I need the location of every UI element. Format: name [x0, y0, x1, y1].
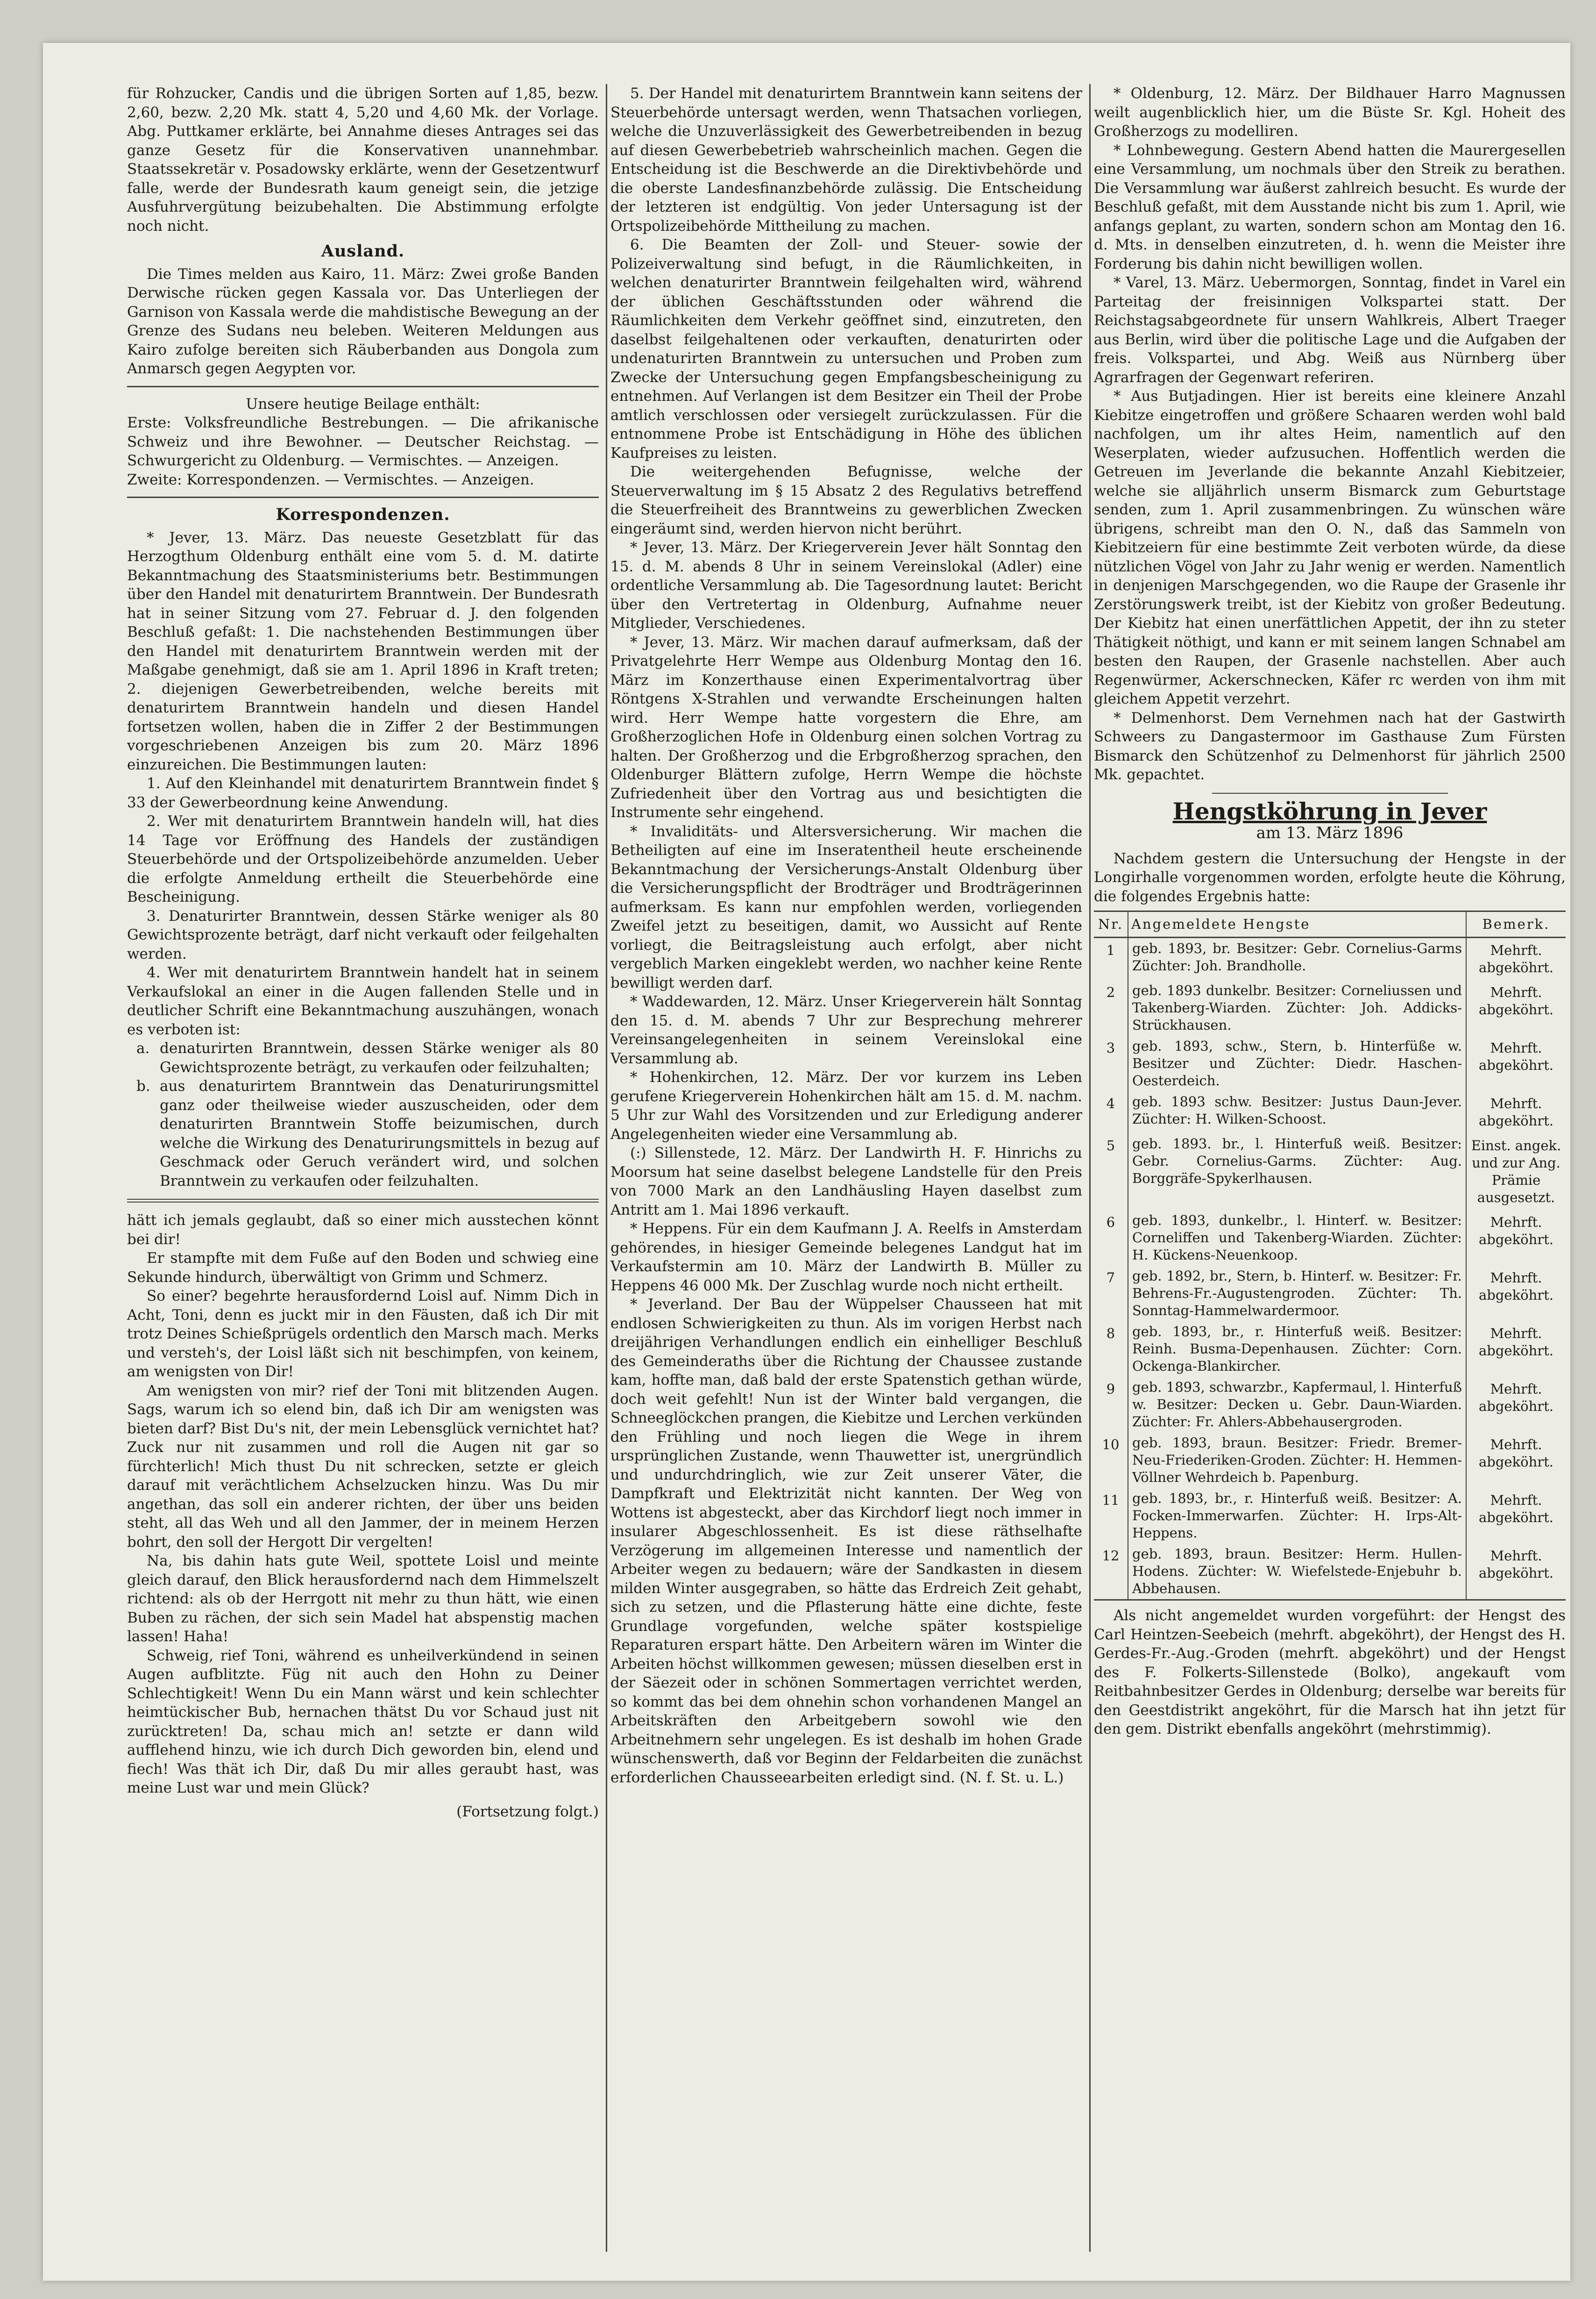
cell-bemerk: Mehrft. abgeköhrt.: [1466, 1210, 1566, 1266]
article-heppens: * Heppens. Für ein dem Kaufmann J. A. Reelfs in Amsterdam gehörendes, in hiesiger Gemeinde belegenes Landgut hat im Verkaufstermin am 10. März der Landwirth B. Müller zu Heppens 46 000 Mk. Der Zuschlag wurde noch nicht ertheilt.: [610, 1220, 1082, 1294]
list-text: aus denaturirtem Branntwein das Denaturirungsmittel ganz oder theilweise wieder auszuscheiden, oder dem denaturirten Branntwein Stoffe beizumischen, durch welche die Wirkung des Denaturirungsmittels in bezug auf Geschmack oder Geruch verändert wird, und solchen Branntwein zu verkaufen oder feilzuhalten.: [160, 1078, 599, 1189]
bestimmung-4: 4. Wer mit denaturirtem Branntwein handelt hat in seinem Verkaufslokal an einer in die Augen fallenden Stelle und in deutlicher Schrift eine Bekanntmachung auszuhängen, wonach es verboten ist:: [127, 964, 599, 1038]
feuilleton-paragraph: Am wenigsten von mir? rief der Toni mit blitzenden Augen. Sags, warum ich so elend bin, daß ich Dir am wenigsten was bieten darf? Bist Du's nit, der mein Lebensglück vernichtet hat? Zuck nur nit zusammen und roll die Augen nit gar so fürchterlich! Mich thust Du nit schrecken, setzte er gleich darauf mit verächtlichem Achselzucken hinzu. Was Du mir angethan, das soll ein anderer richten, der über uns beiden steht, all das Weh und all den Jammer, der in meinem Herzen bohrt, den soll der Hergott Dir vergelten!: [127, 1382, 599, 1551]
table-row: [1094, 1091, 1566, 1133]
article-waddewarden: * Waddewarden, 12. März. Unser Kriegerverein hält Sonntag den 15. d. M. abends 7 Uhr zur Besprechung mehrerer Vereinsangelegenheiten in seinem Vereinslokal eine Versammlung ab.: [610, 993, 1082, 1067]
cell-hengst: geb. 1893, schw., Stern, b. Hinterfüße w. Besitzer und Züchter: Diedr. Haschen-Oesterdeich.: [1132, 1038, 1462, 1089]
cell-hengst: geb. 1893 schw. Besitzer: Justus Daun-Jever. Züchter: H. Wilken-Schoost.: [1132, 1094, 1462, 1127]
cell-nr: 9: [1094, 1377, 1128, 1432]
bestimmung-4b: [127, 1077, 599, 1190]
cell-hengst: geb. 1893 dunkelbr. Besitzer: Corneliussen und Takenberg-Wiarden. Züchter: Joh. Addicks-Strückhausen.: [1132, 982, 1462, 1033]
cell-nr: 3: [1094, 1036, 1128, 1091]
cell-bemerk: Mehrft. abgeköhrt.: [1466, 1377, 1566, 1432]
separator: [127, 497, 599, 498]
feuilleton-paragraph: Na, bis dahin hats gute Weil, spottete Loisl und meinte gleich darauf, den Blick herausfordernd nach dem Himmelszelt richtend: als ob der Herrgott nit mehr zu thun hätt, wie einen Buben zu rächen, der sich sein Madel hat abspenstig machen lassen! Haha!: [127, 1552, 599, 1645]
koerung-outro: Als nicht angemeldet wurden vorgeführt: der Hengst des Carl Heintzen-Seebeich (mehrft. abgeköhrt), der Hengst des H. Gerdes-Fr.-Aug.-Groden (mehrft. abgeköhrt) und der Hengst des F. Folkerts-Sillenstede (Bolko), angekauft vom Reitbahnbesitzer Gerdes in Oldenburg; derselbe war bereits für den Geestdistrikt angeköhrt, für die Marsch hat ihn jetzt für den gem. Distrikt ebenfalls angeköhrt (mehrstimmig).: [1094, 1607, 1566, 1737]
feuilleton-paragraph: Er stampfte mit dem Fuße auf den Boden und schwieg eine Sekunde hindurch, überwältigt von Grimm und Schmerz.: [127, 1250, 599, 1286]
list-label: b.: [136, 1078, 150, 1095]
bestimmung-3: 3. Denaturirter Branntwein, dessen Stärke weniger als 80 Gewichtsprozente beträgt, darf nicht verkauft oder feilgehalten werden.: [127, 907, 599, 962]
table-row: [1094, 1377, 1566, 1432]
cell-bemerk: Mehrft. abgeköhrt.: [1466, 1321, 1566, 1377]
beilage-box: [127, 395, 599, 490]
table-row: [1094, 1210, 1566, 1266]
koerung-intro: Nachdem gestern die Untersuchung der Hengste in der Longirhalle vorgenommen worden, erfolgte heute die Köhrung, die folgendes Ergebnis hatte:: [1094, 850, 1566, 905]
cell-bemerk: Mehrft. abgeköhrt.: [1466, 1432, 1566, 1488]
fortsetzung-note: (Fortsetzung folgt.): [456, 1803, 599, 1820]
koerung-date: am 13. März 1896: [1256, 824, 1404, 842]
separator: [127, 386, 599, 387]
table-row: [1094, 1321, 1566, 1377]
article-delmenhorst: * Delmenhorst. Dem Vernehmen nach hat der Gastwirth Schweers zu Dangastermoor im Gasthause Zum Fürsten Bismarck den Schützenhof zu Delmenhorst für jährlich 2500 Mk. gepachtet.: [1094, 709, 1566, 783]
cell-bemerk: Mehrft. abgeköhrt.: [1466, 1036, 1566, 1091]
table-header-row: [1094, 911, 1566, 938]
bestimmung-2: 2. Wer mit denaturirtem Branntwein handeln will, hat dies 14 Tage vor Eröffnung des Handels der zuständigen Steuerbehörde und der Ortspolizeibehörde anzumelden. Ueber die erfolgte Anmeldung ertheilt die Steuerbehörde eine Bescheinigung.: [127, 813, 599, 905]
cell-nr: 1: [1094, 938, 1128, 981]
table-row: [1094, 1266, 1566, 1321]
cell-nr: 11: [1094, 1488, 1128, 1544]
table-body: [1094, 938, 1566, 1600]
cell-hengst: geb. 1893, braun. Besitzer: Friedr. Bremer-Neu-Friederiken-Groden. Züchter: H. Hemmen-Völlner Wehrdeich b. Papenburg.: [1132, 1435, 1462, 1485]
separator: [1212, 793, 1448, 794]
column-rule: [606, 84, 607, 2252]
beilage-title: Unsere heutige Beilage enthält:: [246, 395, 480, 413]
table-row: [1094, 1488, 1566, 1544]
article-ausland: Die Times melden aus Kairo, 11. März: Zwei große Banden Derwische rücken gegen Kassala vor. Das Unterliegen der Garnison von Kassala werde die mahdistische Bewegung an der Grenze des Sudans neu beleben. Weiteren Meldungen aus Kairo zufolge bereiten sich Räuberbanden aus Dongola zum Anmarsch gegen Aegypten vor.: [127, 265, 599, 377]
cell-bemerk: Mehrft. abgeköhrt.: [1466, 980, 1566, 1036]
cell-hengst: geb. 1893, br. Besitzer: Gebr. Cornelius-Garms Züchter: Joh. Brandholle.: [1132, 940, 1462, 974]
cell-hengst: geb. 1893. br., l. Hinterfuß weiß. Besitzer: Gebr. Cornelius-Garms. Züchter: Aug. Borggräfe-Spykerlhausen.: [1132, 1136, 1462, 1186]
column-header-bemerk: Bemerk.: [1466, 911, 1566, 938]
bestimmung-4a: [127, 1039, 599, 1077]
article-sillenstede: (:) Sillenstede, 12. März. Der Landwirth H. F. Hinrichs zu Moorsum hat seine daselbst belegene Landstelle für den Preis von 7000 Mark an den Landhäusling Hayen daselbst zum Antritt am 1. Mai 1896 verkauft.: [610, 1145, 1082, 1218]
feuilleton-paragraph: So einer? begehrte herausfordernd Loisl auf. Nimm Dich in Acht, Toni, denn es juckt mir in den Fäusten, daß ich Dir mit trotz Deines Schießprügels ordentlich den Marsch mach. Merks und versteh's, der Loisl läßt sich nit beschimpfen, von keinem, am wenigsten von Dir!: [127, 1288, 599, 1380]
hengst-table: [1094, 911, 1566, 1601]
koerung-title: Hengstköhrung in Jever: [1172, 797, 1487, 825]
cell-bemerk: Mehrft. abgeköhrt.: [1466, 1544, 1566, 1600]
cell-nr: 12: [1094, 1544, 1128, 1600]
article-hohenkirchen: * Hohenkirchen, 12. März. Der vor kurzem ins Leben gerufene Kriegerverein Hohenkirchen hält am 15. d. M. nachm. 5 Uhr zur Wahl des Vorsitzenden und zur Erledigung anderer Angelegenheiten wieder eine Versammlung ab.: [610, 1069, 1082, 1143]
column-rule: [1089, 84, 1091, 2252]
cell-hengst: geb. 1893, br., r. Hinterfuß weiß. Besitzer: A. Focken-Immerwarfen. Züchter: H. Irps-Alt-Heppens.: [1132, 1490, 1462, 1541]
newspaper-page: [43, 43, 1570, 2281]
column-header-nr: Nr.: [1094, 911, 1128, 938]
feuilleton-paragraph: hätt ich jemals geglaubt, daß so einer mich ausstechen könnt bei dir!: [127, 1212, 599, 1248]
beilage-zweite: Zweite: Korrespondenzen. — Vermischtes. — Anzeigen.: [127, 471, 534, 488]
list-text: denaturirten Branntwein, dessen Stärke weniger als 80 Gewichtsprozente beträgt, zu verkaufen oder feilzuhalten;: [160, 1040, 599, 1076]
cell-hengst: geb. 1893, braun. Besitzer: Herm. Hullen-Hodens. Züchter: W. Wiefelstede-Enjebuhr b. Abbehausen.: [1128, 1544, 1466, 1600]
article-invaliditaet: * Invaliditäts- und Altersversicherung. Wir machen die Betheiligten auf eine im Inseratentheil heute erscheinende Bekanntmachung der Versicherungs-Anstalt Oldenburg über die Versicherungspflicht der Brodträger und Brodträgerinnen aufmerksam. Es kann nur empfohlen werden, vorliegenden Zweifel jetzt zu beseitigen, damit, wo Aussicht auf Rente vorliegt, die Beitragsleistung auch erfolgt, aber nicht vergeblich Marken eingeklebt werden, wo nachher keine Rente bewilligt werden darf.: [610, 823, 1082, 991]
cell-bemerk: Mehrft. abgeköhrt.: [1466, 1488, 1566, 1544]
article-oldenburg: * Oldenburg, 12. März. Der Bildhauer Harro Magnussen weilt augenblicklich hier, um die Büste Sr. Kgl. Hoheit des Großherzogs zu modelliren.: [1094, 85, 1566, 140]
article-butjadingen: * Aus Butjadingen. Hier ist bereits eine kleinere Anzahl Kiebitze eingetroffen und größere Schaaren werden wohl bald nachfolgen, um ihr altes Heim, namentlich auf den Weserplaten, wieder aufzusuchen. Hoffentlich werden die Getreuen im Jeverlande die bekannte Anzahl Kiebitzeier, welche sie alljährlich unserm Bismarck zum Geburtstage senden, zum 1. April zusammenbringen. Zu wünschen wäre übrigens, schreibt man den O. N., daß das Sammeln von Kiebitzeiern für eine bestimmte Zeit verboten würde, da diese nützlichen Vögel von Jahr zu Jahr wenig er werden. Namentlich in denjenigen Marschgegenden, wo die Raupe der Grasenle ihr Zerstörungswerk treibt, ist der Kiebitz von großer Bedeutung. Der Kiebitz hat einen unerfättlichen Appetit, der ihn zu steter Thätigkeit nöthigt, und kann er mit seinem langen Schnabel am besten den Raupen, der Grasenle nachstellen. Aber auch Regenwürmer, Ackerschnecken, Käfer rc werden von ihm mit gleichem Appetit verzehrt.: [1094, 388, 1566, 707]
article-jeverland: * Jeverland. Der Bau der Wüppelser Chausseen hat mit endlosen Schwierigkeiten zu thun. Als im vorigen Herbst nach dreijährigen Verhandlungen endlich ein einhelliger Beschluß des Gemeinderaths über die Richtung der Chaussee zustande kam, hoffte man, daß bald der erste Spatenstich gethan würde, doch weit gefehlt! Nun ist der Winter bald vergangen, die Schneeglöckchen prangen, die Kiebitze und Lerchen verkünden den Frühling und noch liegen die Wege in ihrem ursprünglichen Zustande, wenn Thauwetter ist, unergründlich und undurchdringlich, wie zur Zeit unserer Väter, die Dampfkraft und Elektrizität nicht kannten. Der Weg von Wottens ist abgesteckt, aber das Kirchdorf liegt noch immer in insularer Abgeschlossenheit. Es ist diese räthselhafte Verzögerung im allgemeinen Interesse und namentlich der Arbeiter wegen zu bedauern; wäre der Sandkasten in diesem milden Winter ausgegraben, so hätte das Erdreich Zeit gehabt, sich zu setzen, und die Pflasterung hätte eine dichte, feste Grundlage vorgefunden, welche später kostspielige Reparaturen erspart hätte. Den Arbeitern wären im Winter die Arbeiten höchst willkommen gewesen; müssen dieselben erst in der Säezeit oder in schönen Sommertagen verrichtet werden, so kommt das bei dem ohnehin schon vorhandenen Mangel an Arbeitskräften den Arbeitgebern sowohl wie den Arbeitnehmern sehr ungelegen. Es ist deshalb im hohen Grade wünschenswerth, daß vor Beginn der Feldarbeiten die zunächst erforderlichen Chausseearbeiten erledigt sind. (N. f. St. u. L.): [610, 1296, 1082, 1786]
bestimmung-6: 6. Die Beamten der Zoll- und Steuer- sowie der Polizeiverwaltung sind befugt, in die Räumlichkeiten, in welchen denaturirter Branntwein feilgehalten wird, während der üblichen Geschäftsstunden oder während die Räumlichkeiten dem Verkehr geöffnet sind, einzutreten, den daselbst feilgehaltenen oder verkauften, denaturirten oder undenaturirten Branntwein zu untersuchen und Proben zum Zwecke der Untersuchung gegen Empfangsbescheinigung zu entnehmen. Auf Verlangen ist dem Besitzer ein Theil der Probe amtlich verschlossen oder versiegelt zurückzulassen. Für die entnommene Probe ist Entschädigung in Höhe des üblichen Kaufpreises zu leisten.: [610, 236, 1082, 462]
feuilleton-paragraph: Schweig, rief Toni, während es unheilverkündend in seinen Augen aufblitzte. Füg nit auch den Hohn zu Deiner Schlechtigkeit! Wenn Du ein Mann wärst und kein schlechter heimtückischer Bub, hernachen thätst Du vor Schaud just nit zurücktreten! Da, schau mich an! setzte er dann wild aufflehend hinzu, wie ich durch Dich geworden bin, elend und fiech! Was thät ich Dir, daß Du mir alles geraubt hast, was meine Lust war und mein Glück?: [127, 1647, 599, 1796]
cell-nr: 8: [1094, 1321, 1128, 1377]
cell-nr: 10: [1094, 1432, 1128, 1488]
bestimmung-5: 5. Der Handel mit denaturirtem Branntwein kann seitens der Steuerbehörde untersagt werden, wenn Thatsachen vorliegen, welche die Unzuverlässigkeit des Gewerbetreibenden in bezug auf diesen Gewerbebetrieb wahrscheinlich machen. Gegen die Entscheidung ist die Beschwerde an die Direktivbehörde und die oberste Landesfinanzbehörde zulässig. Die Entscheidung der letzteren ist endgültig. Von jeder Untersagung ist der Ortspolizeibehörde Mittheilung zu machen.: [610, 85, 1082, 235]
table-row: [1094, 1432, 1566, 1488]
bestimmung-weiter: Die weitergehenden Befugnisse, welche der Steuerverwaltung im § 15 Absatz 2 des Regulativs betreffend die Steuerfreiheit des Branntweins zu gewerblichen Zwecken eingeräumt sind, werden hiervon nicht berührt.: [610, 463, 1082, 537]
article-jever-vortrag: * Jever, 13. März. Wir machen darauf aufmerksam, daß der Privatgelehrte Herr Wempe aus Oldenburg Montag den 16. März im Konzerthause einen Experimentalvortrag über Röntgens X-Strahlen und verwandte Erscheinungen halten wird. Herr Wempe hatte vorgestern die Ehre, am Großherzoglichen Hofe in Oldenburg einen solchen Vortrag zu halten. Der Großherzog und die Erbgroßherzog sprachen, den Oldenburger Blättern zufolge, Herrn Wempe die höchste Zufriedenheit über den Vortrag aus und besichtigten die Instrumente sehr eingehend.: [610, 633, 1082, 821]
column-2: [610, 84, 1082, 1787]
column-header-hengste: Angemeldete Hengste: [1128, 911, 1466, 938]
article-jever-kriegerverein: * Jever, 13. März. Der Kriegerverein Jever hält Sonntag den 15. d. M. abends 8 Uhr in seinem Vereinslokal (Adler) eine ordentliche Versammlung ab. Die Tagesordnung lautet: Bericht über den Vertretertag in Oldenburg, Aufnahme neuer Mitglieder, Verschiedenes.: [610, 539, 1082, 632]
table-row: [1094, 980, 1566, 1036]
cell-bemerk: Einst. angek. und zur Ang. Prämie ausgesetzt.: [1466, 1133, 1566, 1210]
article-lohnbewegung: * Lohnbewegung. Gestern Abend hatten die Maurergesellen eine Versammlung, um nochmals über den Streik zu berathen. Die Versammlung war äußerst zahlreich besucht. Es wurde der Beschluß gefaßt, mit dem Ausstande nicht bis zum 1. April, wie anfangs geplant, zu warten, sondern schon am Montag den 16. d. Mts. in denselben einzutreten, d. h. wenn die Meister ihre Forderung bis dahin nicht bewilligen wollen.: [1094, 142, 1566, 272]
cell-bemerk: Mehrft. abgeköhrt.: [1466, 1091, 1566, 1133]
table-row: [1094, 1544, 1566, 1600]
table-row: [1094, 1133, 1566, 1210]
table-row: [1094, 938, 1566, 981]
cell-bemerk: Mehrft. abgeköhrt.: [1466, 938, 1566, 981]
cell-hengst: geb. 1892, br., Stern, b. Hinterf. w. Besitzer: Fr. Behrens-Fr.-Augustengroden. Züchter: Th. Sonntag-Hammelwardermoor.: [1132, 1268, 1462, 1318]
section-heading-korrespondenzen: Korrespondenzen.: [276, 505, 450, 524]
article-continuation: für Rohzucker, Candis und die übrigen Sorten auf 1,85, bezw. 2,60, bezw. 2,20 Mk. statt 4, 5,20 und 4,60 Mk. der Vorlage. Abg. Puttkamer erklärte, bei Annahme dieses Antrages sei das ganze Gesetz für die Konservativen unannehmbar. Staatssekretär v. Posadowsky erklärte, wenn der Gesetzentwurf falle, werde der Bundesrath kaum geneigt sein, die jetzige Ausfuhrvergütung beizubehalten. Die Abstimmung erfolgte noch nicht.: [127, 85, 599, 235]
cell-nr: 7: [1094, 1266, 1128, 1321]
column-1: [127, 84, 599, 1821]
cell-nr: 6: [1094, 1210, 1128, 1266]
cell-hengst: geb. 1893, br., r. Hinterfuß weiß. Besitzer: Reinh. Busma-Depenhausen. Züchter: Corn. Ockenga-Blankircher.: [1132, 1324, 1462, 1374]
feuilleton-separator: [127, 1199, 599, 1203]
beilage-erste: Erste: Volksfreundliche Bestrebungen. — Die afrikanische Schweiz und ihre Bewohner. — Deutscher Reichstag. — Schwurgericht zu Oldenburg. — Vermischtes. — Anzeigen.: [127, 414, 599, 469]
article-jever-gesetzblatt: * Jever, 13. März. Das neueste Gesetzblatt für das Herzogthum Oldenburg enthält eine vom 5. d. M. datirte Bekanntmachung des Staatsministeriums betr. Bestimmungen über den Handel mit denaturirtem Branntwein. Der Bundesrath hat in seiner Sitzung vom 27. Februar d. J. den folgenden Beschluß gefaßt: 1. Die nachstehenden Bestimmungen über den Handel mit denaturirtem Branntwein werden mit der Maßgabe genehmigt, daß sie am 1. April 1896 in Kraft treten; 2. diejenigen Gewerbetreibenden, welche bereits mit denaturirtem Branntwein handeln und diesen Handel fortsetzen wollen, haben die in Ziffer 2 der Bestimmungen vorgeschriebenen Anzeigen bis zum 20. März 1896 einzureichen. Die Bestimmungen lauten:: [127, 529, 599, 773]
cell-bemerk: Mehrft. abgeköhrt.: [1466, 1266, 1566, 1321]
column-3: [1094, 84, 1566, 1739]
article-varel: * Varel, 13. März. Uebermorgen, Sonntag, findet in Varel ein Parteitag der freisinnigen Volkspartei statt. Der Reichstagsabgeordnete für unsern Wahlkreis, Albert Traeger aus Berlin, wird über die politische Lage und die Aufgaben der freis. Volkspartei, und Abg. Weiß aus Nürnberg über Agrarfragen der Gegenwart referiren.: [1094, 274, 1566, 386]
list-label: a.: [136, 1040, 150, 1057]
cell-nr: 4: [1094, 1091, 1128, 1133]
section-heading-ausland: Ausland.: [321, 242, 405, 261]
cell-nr: 2: [1094, 980, 1128, 1036]
cell-hengst: geb. 1893, schwarzbr., Kapfermaul, l. Hinterfuß w. Besitzer: Decken u. Gebr. Daun-Wiarden. Züchter: Fr. Ahlers-Abbehausergroden.: [1132, 1379, 1462, 1430]
table-row: [1094, 1036, 1566, 1091]
bestimmung-1: 1. Auf den Kleinhandel mit denaturirtem Branntwein findet § 33 der Gewerbeordnung keine Anwendung.: [127, 775, 599, 811]
cell-nr: 5: [1094, 1133, 1128, 1210]
cell-hengst: geb. 1893, dunkelbr., l. Hinterf. w. Besitzer: Corneliffen und Takenberg-Wiarden. Züchter: H. Kückens-Neuenkoop.: [1132, 1212, 1462, 1263]
